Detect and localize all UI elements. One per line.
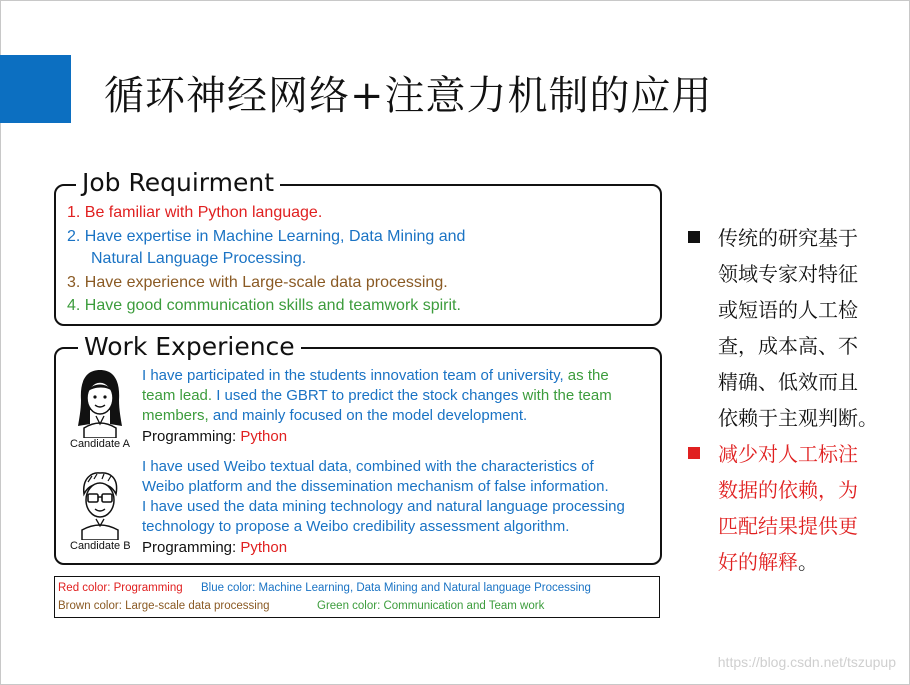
candidate-b-line-2: Weibo platform and the dissemination mechanism of false information. xyxy=(142,478,609,495)
job-requirement-heading: Job Requirment xyxy=(76,169,280,197)
text-green: members, xyxy=(142,407,209,424)
text-green: team lead. xyxy=(142,387,213,404)
requirement-1: 1. Be familiar with Python language. xyxy=(67,204,323,221)
bullet-list xyxy=(688,220,893,580)
text-green: with the team xyxy=(518,387,612,404)
slide-title: 循环神经网络+注意力机制的应用 xyxy=(104,73,713,119)
bullet-traditional-research xyxy=(688,220,893,436)
programming-label: Programming: xyxy=(142,539,241,556)
requirement-2: 2. Have expertise in Machine Learning, Data Mining and xyxy=(67,228,466,245)
candidate-a-programming xyxy=(142,427,287,447)
square-bullet-icon xyxy=(688,447,700,459)
bullet-text: 好的解释 xyxy=(718,550,798,574)
candidate-b-line-1: I have used Weibo textual data, combined with the characteristics of xyxy=(142,458,594,475)
programming-value: Python xyxy=(240,539,288,556)
candidate-b-line-4: technology to propose a Weibo credibility assessment algorithm. xyxy=(142,518,570,535)
bullet-line: 传统的研究基于 xyxy=(718,226,858,250)
legend-brown: Brown color: Large-scale data processing xyxy=(58,600,270,612)
candidate-b-label: Candidate B xyxy=(70,540,131,552)
candidate-a-line-2 xyxy=(142,386,612,406)
candidate-b-avatar-icon xyxy=(72,468,128,540)
bullet-line xyxy=(718,544,893,580)
square-bullet-icon xyxy=(688,231,700,243)
requirement-3: 3. Have experience with Large-scale data processing. xyxy=(67,274,448,291)
bullet-line: 或短语的人工检 xyxy=(718,298,858,322)
candidate-a-avatar-icon xyxy=(72,366,128,438)
candidate-a-label: Candidate A xyxy=(70,438,130,450)
bullet-line: 精确、低效而且 xyxy=(718,370,858,394)
bullet-line: 查，成本高、不 xyxy=(718,334,858,358)
legend-blue: Blue color: Machine Learning, Data Mining and Natural language Processing xyxy=(201,582,591,594)
title-accent-block xyxy=(0,55,71,123)
bullet-line: 减少对人工标注 xyxy=(718,442,858,466)
legend-red: Red color: Programming xyxy=(58,582,183,594)
candidate-a-line-3 xyxy=(142,406,527,426)
watermark: https://blog.csdn.net/tszupup xyxy=(717,654,896,670)
work-experience-heading: Work Experience xyxy=(78,333,301,361)
bullet-period: 。 xyxy=(798,550,818,574)
bullet-line: 依赖于主观判断。 xyxy=(718,406,878,430)
programming-value: Python xyxy=(240,428,288,445)
color-legend xyxy=(54,576,660,618)
legend-green: Green color: Communication and Team work xyxy=(317,600,545,612)
text-blue: I used the GBRT to predict the stock changes xyxy=(212,387,519,404)
text-green: as the xyxy=(563,367,609,384)
text-blue: I have participated in the students innovation team of university, xyxy=(142,367,564,384)
bullet-line: 数据的依赖，为 xyxy=(718,478,858,502)
programming-label: Programming: xyxy=(142,428,241,445)
requirement-2-cont: Natural Language Processing. xyxy=(91,250,307,267)
text-blue: and mainly focused on the model development. xyxy=(208,407,528,424)
candidate-b-programming xyxy=(142,538,287,558)
candidate-b-line-3: I have used the data mining technology and natural language processing xyxy=(142,498,625,515)
requirement-4: 4. Have good communication skills and teamwork spirit. xyxy=(67,297,461,314)
bullet-reduce-dependence xyxy=(688,436,893,580)
bullet-line: 领域专家对特征 xyxy=(718,262,858,286)
bullet-line: 匹配结果提供更 xyxy=(718,514,858,538)
candidate-a-line-1 xyxy=(142,366,609,386)
